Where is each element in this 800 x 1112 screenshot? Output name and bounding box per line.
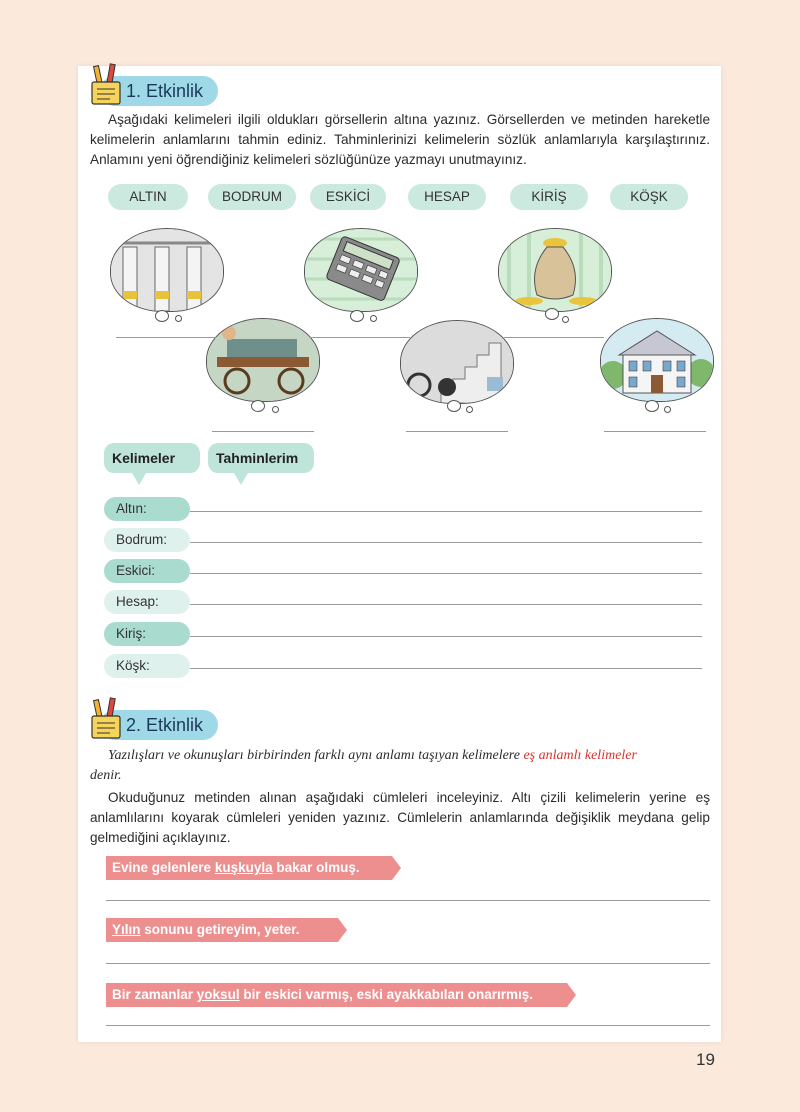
bubble-dot	[664, 406, 671, 413]
guess-label-kosk: Köşk:	[104, 654, 190, 678]
bubble-dot	[272, 406, 279, 413]
guess-line-eskici[interactable]	[190, 573, 702, 574]
bubble-dot	[155, 310, 169, 322]
guess-label-hesap: Hesap:	[104, 590, 190, 614]
guess-label-eskici: Eskici:	[104, 559, 190, 583]
sentence-banner-tip	[392, 856, 401, 880]
bodrum-picture	[110, 228, 224, 312]
sentence-banner-1	[106, 856, 392, 880]
word-pill-kosk: KÖŞK	[610, 184, 688, 210]
merdiven-alti-picture	[400, 320, 514, 404]
picture-answer-line[interactable]	[310, 337, 410, 338]
altin-kupu-picture	[498, 228, 612, 312]
activity1-instructions: Aşağıdaki kelimeleri ilgili oldukları görsellerin altına yazınız. Görsellerden ve metinden hareketle kelimelerin anlamlarını tahmin ediniz. Tahminlerinizi kelimelerin sözlük anlamlarıyla karşılaştırınız. Anlamını yeni öğrendiğiniz kelimeleri sözlüğünüze yazmayı unutmayınız.	[90, 112, 710, 167]
activity2-instructions: Okuduğunuz metinden alınan aşağıdaki cümleleri inceleyiniz. Altı çizili kelimelerin yerine eş anlamlılarını koyarak cümleleri yeniden yazınız. Cümlelerin anlamlarında değişiklik meydana gelip gelmediğini açıklayınız.	[90, 790, 710, 845]
guess-line-kosk[interactable]	[190, 668, 702, 669]
bubble-dot	[466, 406, 473, 413]
hesap-makinesi-picture	[304, 228, 418, 312]
picture-answer-line[interactable]	[604, 431, 706, 432]
sentence-underlined-word: yoksul	[196, 987, 240, 1002]
word-pill-hesap: HESAP	[408, 184, 486, 210]
guess-line-hesap[interactable]	[190, 604, 702, 605]
guess-line-altin[interactable]	[190, 511, 702, 512]
bubble-dot	[645, 400, 659, 412]
picture-answer-line[interactable]	[504, 337, 604, 338]
worksheet-page	[78, 66, 721, 1042]
sentence-answer-line-2[interactable]	[106, 963, 710, 964]
bubble-dot	[447, 400, 461, 412]
eskici-picture	[206, 318, 320, 402]
sentence-text: sonunu getireyim, yeter.	[140, 922, 300, 937]
pencil-cup-icon	[86, 696, 126, 742]
tahminlerim-header: Tahminlerim	[208, 443, 314, 473]
definition-text: Yazılışları ve okunuşları birbirinden farklı aynı anlamı taşıyan kelimelere	[108, 748, 524, 763]
picture-answer-line[interactable]	[116, 337, 216, 338]
guess-line-bodrum[interactable]	[190, 542, 702, 543]
sentence-banner-tip	[338, 918, 347, 942]
sentence-answer-line-1[interactable]	[106, 900, 710, 901]
bubble-dot	[370, 315, 377, 322]
bubble-dot	[350, 310, 364, 322]
guess-label-bodrum: Bodrum:	[104, 528, 190, 552]
picture-answer-line[interactable]	[212, 431, 314, 432]
sentence-text: bir eskici varmış, eski ayakkabıları onarırmış.	[239, 987, 534, 1002]
guess-label-altin: Altın:	[104, 497, 190, 521]
definition-end: denir.	[90, 768, 122, 783]
picture-answer-line[interactable]	[406, 431, 508, 432]
kelimeler-header-tail	[132, 473, 146, 485]
sentence-underlined-word: kuşkuyla	[214, 860, 273, 875]
sentence-text: bakar olmuş.	[272, 860, 360, 875]
bubble-dot	[562, 316, 569, 323]
sentence-text: Evine gelenlere	[112, 860, 215, 875]
sentence-banner-3	[106, 983, 567, 1007]
sentence-text: Bir zamanlar	[112, 987, 197, 1002]
sentence-banner-tip	[567, 983, 576, 1007]
bubble-dot	[175, 315, 182, 322]
page-number: 19	[696, 1050, 715, 1069]
word-pill-eskici: ESKİCİ	[310, 184, 386, 210]
definition-highlight: eş anlamlı kelimeler	[523, 748, 637, 763]
activity2-title: 2. Etkinlik	[126, 715, 204, 735]
sentence-underlined-word: Yılın	[112, 922, 141, 937]
activity1-title: 1. Etkinlik	[126, 81, 204, 101]
word-pill-kiris: KİRİŞ	[510, 184, 588, 210]
guess-label-kiris: Kiriş:	[104, 622, 190, 646]
word-pill-bodrum: BODRUM	[208, 184, 296, 210]
bubble-dot	[251, 400, 265, 412]
kelimeler-header: Kelimeler	[104, 443, 200, 473]
guess-line-kiris[interactable]	[190, 636, 702, 637]
word-pill-altin: ALTIN	[108, 184, 188, 210]
bubble-dot	[545, 308, 559, 320]
kosk-picture	[600, 318, 714, 402]
tahminlerim-header-tail	[234, 473, 248, 485]
pencil-cup-icon	[86, 62, 126, 108]
sentence-banner-2	[106, 918, 338, 942]
activity2-definition	[90, 746, 710, 786]
sentence-answer-line-3[interactable]	[106, 1025, 710, 1026]
